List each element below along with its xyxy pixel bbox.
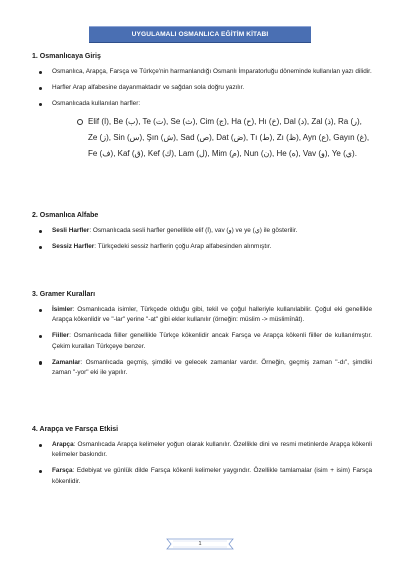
term: Sessiz Harfler <box>52 243 95 251</box>
list-item: Harfler Arap alfabesine dayanmaktadır ve sağdan sola doğru yazılır. <box>32 83 372 93</box>
section-intro <box>32 53 372 162</box>
term: Sesli Harfler <box>52 227 90 234</box>
definition: : Osmanlıcada geçmiş, şimdiki ve gelecek zamanlar vardır. Örneğin, geçmiş zaman "-dı", şimdiki zaman "-yor" eki ile yapılır. <box>52 358 372 377</box>
page-number: 1 <box>198 541 202 547</box>
definition: : Edebiyat ve günlük dilde Farsça kökenli kelimeler yaygındır. Özellikle tamlamalar (isim + isim) Farsça kökenlidir. <box>52 467 372 485</box>
title-banner <box>89 26 311 43</box>
definition: : Osmanlıcada sesli harfler genellikle elif (ا), vav (و) ve ye (ي) ile gösterilir. <box>89 227 298 234</box>
list-item: Osmanlıca, Arapça, Farsça ve Türkçe'nin harmanlandığı Osmanlı İmparatorluğu döneminde kullanılan yazı dilidir. <box>32 67 372 77</box>
term: Fiiller <box>52 332 70 340</box>
term: İsimler <box>52 306 73 313</box>
list-item <box>32 440 372 460</box>
section-heading: 1. Osmanlıcaya Giriş <box>32 53 101 60</box>
list-item <box>32 466 372 486</box>
term: Zamanlar <box>52 358 81 366</box>
list-item: Osmanlıcada kullanılan harfler: <box>32 99 372 109</box>
term: Farsça <box>52 467 73 475</box>
page-number-footer <box>165 538 235 550</box>
list-item <box>32 226 372 236</box>
circle-bullet-icon <box>77 119 83 125</box>
bullet-list <box>32 226 372 252</box>
letters-text: Elif (ا), Be (ب), Te (ت), Se (ث), Cim (ج), Ha (ح), Hı (خ), Dal (د), Zal (ذ), Ra (ر), Ze (ز), Sin (س), Şın (ش), Sad (ص), Dat (ض), Tı (ط), Zı (ظ), Ayn (ع), Gayın (غ), Fe (ف), Kaf (ق), Kef (ك), Lam (ل), Mim (م), Nun (ن), He (ه), Vav (و), Ye (ي). <box>88 116 370 158</box>
list-item <box>32 331 372 351</box>
bullet-list <box>32 440 372 487</box>
section-alphabet <box>32 212 372 258</box>
list-item <box>32 242 372 252</box>
section-heading: 3. Gramer Kuralları <box>32 291 96 298</box>
section-influence <box>32 426 372 493</box>
bullet-list <box>32 67 372 110</box>
list-item <box>32 358 372 378</box>
letters-list-item <box>32 114 372 162</box>
section-heading: 2. Osmanlıca Alfabe <box>32 212 99 219</box>
bullet-list <box>32 305 372 378</box>
definition: : Türkçedeki sessiz harflerin çoğu Arap alfabesinden alınmıştır. <box>94 243 272 251</box>
definition: : Osmanlıcada fiiller genellikle Türkçe kökenlidir ancak Farsça ve Arapça kökenli fiiller de kullanılmıştır. Çekim kuralları Türkçeye benzer. <box>52 332 372 350</box>
section-grammar <box>32 291 372 384</box>
document-title: UYGULAMALI OSMANLICA EĞİTİM KİTABI <box>131 31 269 38</box>
list-item <box>32 305 372 325</box>
definition: : Osmanlıcada Arapça kelimeler yoğun olarak kullanılır. Özellikle dini ve resmi metinlerde Arapça kökenli kelimeler baskındır. <box>52 441 372 459</box>
definition: : Osmanlıcada isimler, Türkçede olduğu gibi, tekil ve çoğul halleriyle kullanılabilir. Çoğul eki genellikle Arapça kökenlidir ve "-lar" yerine "-at" gibi ekler kullanılır (örneğin: müslim -> müslimînât). <box>52 306 372 324</box>
section-heading: 4. Arapça ve Farsça Etkisi <box>32 426 119 433</box>
term: Arapça <box>52 441 74 448</box>
